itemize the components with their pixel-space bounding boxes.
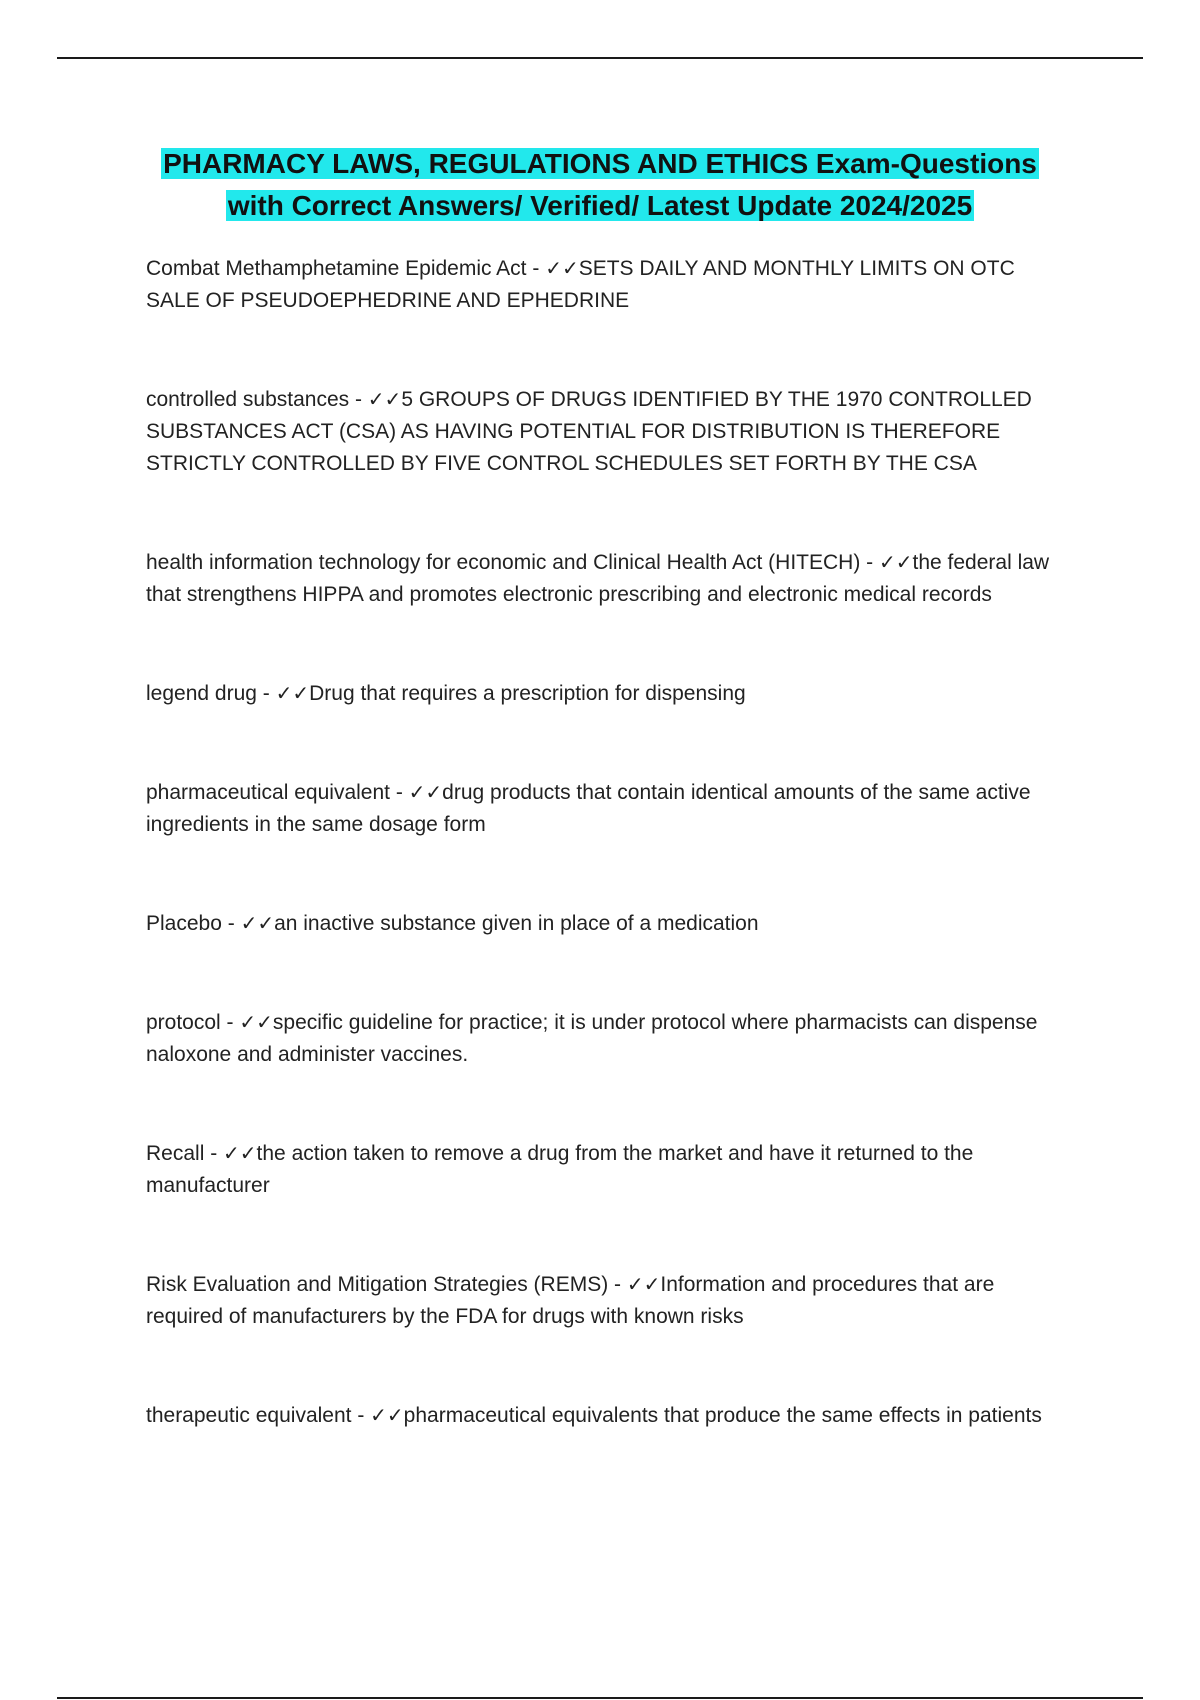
entry-term: Risk Evaluation and Mitigation Strategies (REMS) xyxy=(146,1273,609,1296)
definition-entry xyxy=(146,907,1066,940)
double-check-icon: ✓✓ xyxy=(275,681,310,705)
entry-definition: SETS DAILY AND MONTHLY LIMITS ON OTC SALE OF PSEUDOEPHEDRINE AND EPHEDRINE xyxy=(146,257,1015,312)
bottom-divider xyxy=(57,1697,1143,1699)
definition-entry xyxy=(146,776,1066,841)
entry-term: protocol xyxy=(146,1011,221,1034)
entry-definition: the action taken to remove a drug from the market and have it returned to the manufacturer xyxy=(146,1142,974,1197)
title-line-1: PHARMACY LAWS, REGULATIONS AND ETHICS Exam-Questions xyxy=(163,148,1037,179)
double-check-icon: ✓✓ xyxy=(626,1272,661,1296)
entry-definition: 5 GROUPS OF DRUGS IDENTIFIED BY THE 1970 CONTROLLED SUBSTANCES ACT (CSA) AS HAVING POTENTIAL FOR DISTRIBUTION IS THEREFORE STRICTLY CONTROLLED BY FIVE CONTROL SCHEDULES SET FORTH BY THE CSA xyxy=(146,388,1032,475)
entry-separator: - xyxy=(526,257,546,280)
double-check-icon: ✓✓ xyxy=(367,387,402,411)
title-line-2: with Correct Answers/ Verified/ Latest Update 2024/2025 xyxy=(227,190,973,221)
definition-entry xyxy=(146,546,1066,611)
entry-separator: - xyxy=(220,1011,240,1034)
entry-definition: Drug that requires a prescription for dispensing xyxy=(309,682,746,705)
entry-separator: - xyxy=(204,1142,224,1165)
definition-entry xyxy=(146,1268,1066,1333)
definition-entry xyxy=(146,1006,1066,1071)
page-title xyxy=(100,143,1100,227)
entry-term: controlled substances xyxy=(146,388,350,411)
definition-entry xyxy=(146,1399,1066,1432)
entry-term: health information technology for economic and Clinical Health Act (HITECH) xyxy=(146,551,861,574)
entry-term: therapeutic equivalent xyxy=(146,1404,352,1427)
entry-term: pharmaceutical equivalent xyxy=(146,781,390,804)
definition-entry xyxy=(146,383,1066,480)
entry-term: legend drug xyxy=(146,682,257,705)
top-divider xyxy=(57,57,1143,59)
entry-separator: - xyxy=(860,551,879,574)
entry-term: Placebo xyxy=(146,912,222,935)
entry-separator: - xyxy=(389,781,409,804)
entry-separator: - xyxy=(221,912,241,935)
entry-definition: Information and procedures that are required of manufacturers by the FDA for drugs with known risks xyxy=(146,1273,995,1328)
definition-entry xyxy=(146,1137,1066,1202)
double-check-icon: ✓✓ xyxy=(879,550,913,574)
double-check-icon: ✓✓ xyxy=(239,1010,273,1034)
double-check-icon: ✓✓ xyxy=(408,780,443,804)
entry-definition: specific guideline for practice; it is under protocol where pharmacists can dispense naloxone and administer vaccines. xyxy=(146,1011,1038,1066)
definition-list xyxy=(146,252,1066,1498)
entry-separator: - xyxy=(256,682,276,705)
definition-entry xyxy=(146,677,1066,710)
entry-separator: - xyxy=(608,1273,627,1296)
entry-term: Combat Methamphetamine Epidemic Act xyxy=(146,257,527,280)
entry-separator: - xyxy=(349,388,368,411)
double-check-icon: ✓✓ xyxy=(223,1141,257,1165)
double-check-icon: ✓✓ xyxy=(545,256,579,280)
entry-definition: the federal law that strengthens HIPPA and promotes electronic prescribing and electronic medical records xyxy=(146,551,1050,606)
definition-entry xyxy=(146,252,1066,317)
entry-definition: an inactive substance given in place of a medication xyxy=(274,912,759,935)
entry-definition: pharmaceutical equivalents that produce the same effects in patients xyxy=(403,1404,1042,1427)
double-check-icon: ✓✓ xyxy=(370,1403,404,1427)
entry-definition: drug products that contain identical amounts of the same active ingredients in the same dosage form xyxy=(146,781,1031,836)
double-check-icon: ✓✓ xyxy=(240,911,275,935)
entry-separator: - xyxy=(351,1404,371,1427)
entry-term: Recall xyxy=(146,1142,205,1165)
